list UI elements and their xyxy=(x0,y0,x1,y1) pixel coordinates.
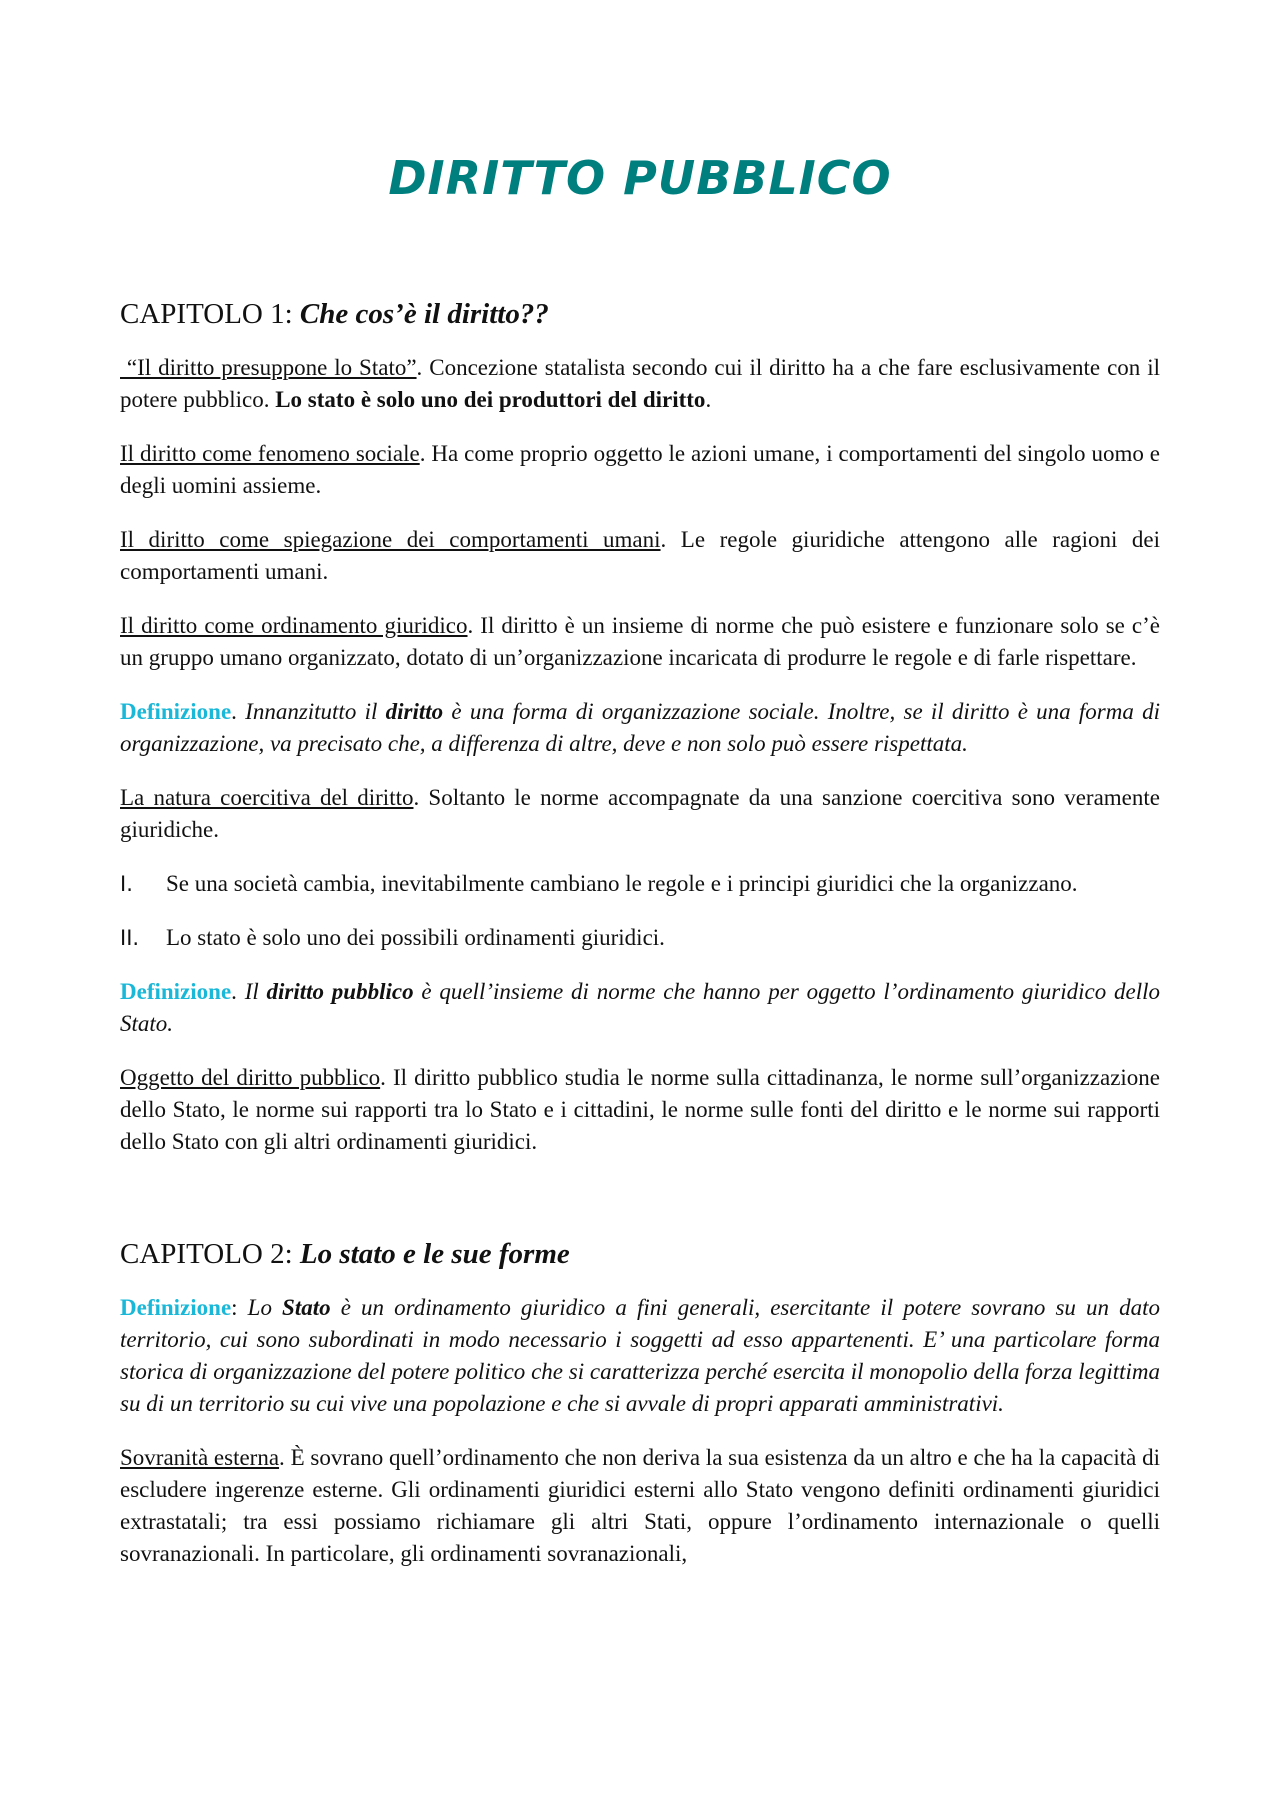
document-title: DIRITTO PUBBLICO xyxy=(388,151,892,205)
list-number: I. xyxy=(120,872,133,896)
definition-paragraph: Definizione. Innanzitutto il diritto è una forma di organizzazione sociale. Inoltre, se il diritto è una forma di organizzazione, va precisato che, a differenza di altre, deve e non solo può essere rispettata. xyxy=(120,699,1160,756)
emphasis: Lo stato è solo uno dei produttori del diritto xyxy=(275,387,706,412)
section-spacer xyxy=(120,1180,1160,1236)
paragraph: “Il diritto presuppone lo Stato”. Concezione statalista secondo cui il diritto ha a che fare esclusivamente con il potere pubblico. Lo stato è solo uno dei produttori del diritto. xyxy=(120,355,1160,412)
list-item xyxy=(120,868,1160,900)
definition-label: Definizione xyxy=(120,699,232,724)
definition-label: Definizione xyxy=(120,979,232,1004)
chapter-2-heading xyxy=(120,1236,1160,1272)
paragraph-heading: Il diritto come ordinamento giuridico xyxy=(120,613,468,638)
chapter-1-label: CAPITOLO 1: xyxy=(120,298,293,330)
chapter-1-title: Che cos’è il diritto?? xyxy=(299,298,549,330)
chapter-1-heading xyxy=(120,296,1160,332)
paragraph-heading: Oggetto del diritto pubblico xyxy=(120,1065,381,1090)
list-text: Lo stato è solo uno dei possibili ordinamenti giuridici. xyxy=(166,925,665,950)
roman-list xyxy=(120,868,1160,954)
paragraph-heading: Il diritto come fenomeno sociale xyxy=(120,441,420,466)
emphasis: diritto xyxy=(385,699,444,724)
paragraph: La natura coercitiva del diritto. Soltanto le norme accompagnate da una sanzione coercitiva sono veramente giuridiche. xyxy=(120,785,1160,842)
definition-paragraph: Definizione. Il diritto pubblico è quell’insieme di norme che hanno per oggetto l’ordinamento giuridico dello Stato. xyxy=(120,979,1161,1036)
paragraph-heading: Sovranità esterna xyxy=(120,1445,280,1470)
paragraph: Il diritto come ordinamento giuridico. Il diritto è un insieme di norme che può esistere e funzionare solo se c’è un gruppo umano organizzato, dotato di un’organizzazione incaricata di produrre le regole e di farle rispettare. xyxy=(120,613,1160,670)
paragraph: Il diritto come spiegazione dei comportamenti umani. Le regole giuridiche attengono alle ragioni dei comportamenti umani. xyxy=(120,527,1160,584)
paragraph: Oggetto del diritto pubblico. Il diritto pubblico studia le norme sulla cittadinanza, le norme sull’organizzazione dello Stato, le norme sui rapporti tra lo Stato e i cittadini, le norme sulle fonti del diritto e le norme sui rapporti dello Stato con gli altri ordinamenti giuridici. xyxy=(120,1065,1161,1154)
emphasis: diritto pubblico xyxy=(266,979,414,1004)
emphasis: Stato xyxy=(282,1295,331,1320)
definition-label: Definizione xyxy=(120,1295,232,1320)
list-number: II. xyxy=(120,926,140,950)
paragraph-heading: Il diritto come spiegazione dei comportamenti umani xyxy=(120,527,661,552)
paragraph-heading: “Il diritto presuppone lo Stato” xyxy=(120,355,417,380)
paragraph-heading: La natura coercitiva del diritto xyxy=(120,785,414,810)
chapter-2-label: CAPITOLO 2: xyxy=(120,1238,293,1270)
paragraph: Il diritto come fenomeno sociale. Ha come proprio oggetto le azioni umane, i comportamenti del singolo uomo e degli uomini assieme. xyxy=(120,441,1161,498)
list-text: Se una società cambia, inevitabilmente cambiano le regole e i principi giuridici che la organizzano. xyxy=(166,871,1078,896)
list-item xyxy=(120,922,1160,954)
chapter-2-title: Lo stato e le sue forme xyxy=(299,1238,570,1270)
paragraph: Sovranità esterna. È sovrano quell’ordinamento che non deriva la sua esistenza da un altro e che ha la capacità di escludere ingerenze esterne. Gli ordinamenti giuridici esterni allo Stato vengono definiti ordinamenti giuridici extrastatali; tra essi possiamo richiamare gli altri Stati, oppure l’ordinamento internazionale o quelli sovranazionali. In particolare, gli ordinamenti sovranazionali, xyxy=(120,1445,1160,1566)
definition-paragraph: Definizione: Lo Stato è un ordinamento giuridico a fini generali, esercitante il potere sovrano su un dato territorio, cui sono subordinati in modo necessario i soggetti ad esso appartenenti. E’ una particolare forma storica di organizzazione del potere politico che si caratterizza perché esercita il monopolio della forza legittima su di un territorio su cui vive una popolazione e che si avvale di propri apparati amministrativi. xyxy=(120,1295,1160,1416)
